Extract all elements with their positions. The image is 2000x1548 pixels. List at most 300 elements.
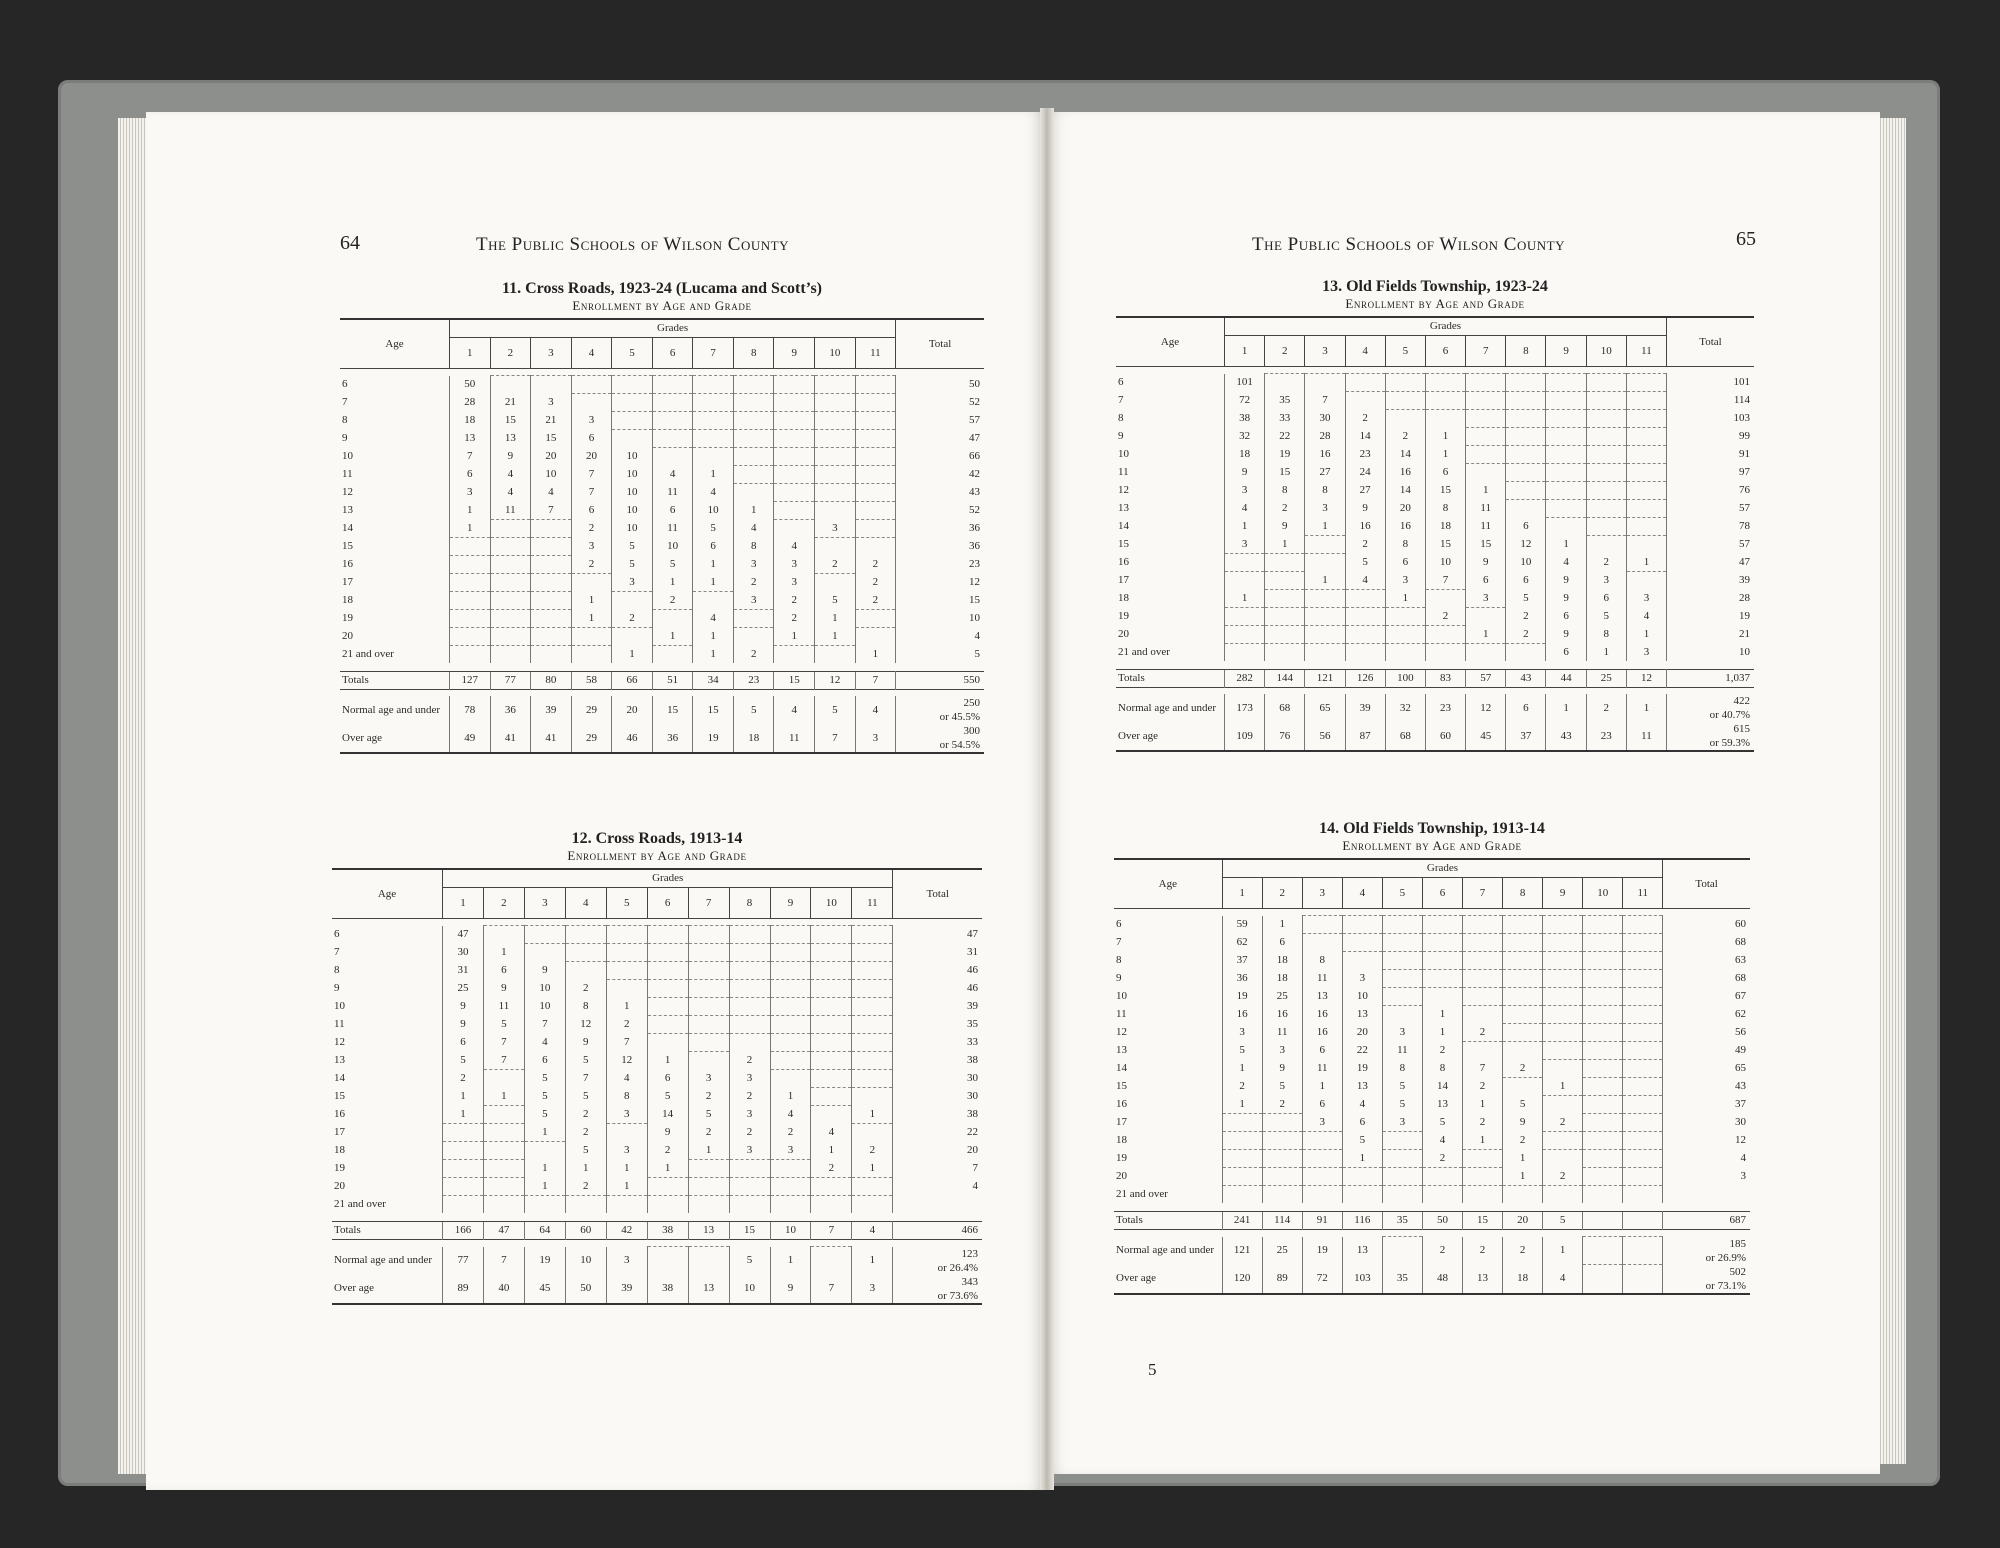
grade-count xyxy=(1623,916,1663,934)
age-label: 17 xyxy=(334,1126,345,1138)
over-count: 43 xyxy=(1546,722,1586,751)
grade-count xyxy=(855,538,896,556)
grade-count: 6 xyxy=(571,430,612,448)
grade-count: 1 xyxy=(606,1160,647,1178)
grade-count xyxy=(1224,608,1264,626)
age-label: 18 xyxy=(334,1144,345,1156)
row-total: 31 xyxy=(967,946,978,958)
grade-count: 6 xyxy=(1342,1114,1382,1132)
table-row xyxy=(1116,608,1754,626)
grade-count xyxy=(1583,934,1623,952)
row-total: 63 xyxy=(1735,954,1746,966)
grade-count xyxy=(774,646,815,664)
grade-count: 3 xyxy=(815,520,856,538)
grade-count: 9 xyxy=(1503,1114,1543,1132)
total-header: Total xyxy=(1667,317,1754,367)
grade-count xyxy=(688,1034,729,1052)
grade-number-header: 9 xyxy=(774,338,815,369)
age-label: 13 xyxy=(334,1054,345,1066)
over-label: Over age xyxy=(1114,1265,1222,1294)
grade-number-header: 3 xyxy=(524,888,565,919)
grade-count xyxy=(449,646,490,664)
grade-count xyxy=(1466,446,1506,464)
page-edges-left xyxy=(118,118,148,1474)
normal-count: 29 xyxy=(571,696,612,724)
grade-number-header: 7 xyxy=(1466,336,1506,367)
grade-count: 12 xyxy=(1506,536,1546,554)
table-row xyxy=(332,980,982,998)
totals-count: 15 xyxy=(774,672,815,690)
age-label: 11 xyxy=(1118,466,1129,478)
grade-count: 8 xyxy=(1305,482,1345,500)
age-label: 21 and over xyxy=(342,647,394,660)
grade-count: 47 xyxy=(443,926,484,944)
grade-count xyxy=(1345,392,1385,410)
row-total: 47 xyxy=(1739,556,1750,568)
grade-count xyxy=(1506,392,1546,410)
grade-count xyxy=(855,412,896,430)
grade-count xyxy=(1503,1186,1543,1204)
normal-count: 4 xyxy=(774,696,815,724)
row-total: 46 xyxy=(967,982,978,994)
age-label: 6 xyxy=(1116,918,1122,930)
table-subtitle: Enrollment by Age and Grade xyxy=(572,298,752,313)
grade-count xyxy=(1626,464,1666,482)
age-label: 13 xyxy=(342,504,353,516)
totals-count: 126 xyxy=(1345,670,1385,688)
grade-count: 1 xyxy=(524,1160,565,1178)
grade-count: 16 xyxy=(1305,446,1345,464)
grade-count: 1 xyxy=(693,466,734,484)
signature-mark: 5 xyxy=(1148,1360,1157,1379)
grade-count: 6 xyxy=(1506,572,1546,590)
age-label: 10 xyxy=(1116,990,1127,1002)
table-row xyxy=(1116,500,1754,518)
grade-count xyxy=(1302,1132,1342,1150)
grade-count: 10 xyxy=(612,520,653,538)
table-row xyxy=(340,466,984,484)
grade-count: 18 xyxy=(1224,446,1264,464)
grade-count: 1 xyxy=(1503,1150,1543,1168)
grade-count: 2 xyxy=(1543,1168,1583,1186)
grade-count: 3 xyxy=(571,412,612,430)
grade-count: 1 xyxy=(815,610,856,628)
grade-count xyxy=(1583,1132,1623,1150)
normal-count: 1 xyxy=(1626,694,1666,722)
normal-count: 6 xyxy=(1506,694,1546,722)
over-count: 36 xyxy=(652,724,693,753)
table-row xyxy=(1116,464,1754,482)
grade-count: 4 xyxy=(524,1034,565,1052)
grade-count: 6 xyxy=(1546,608,1586,626)
grade-count xyxy=(1305,626,1345,644)
row-total: 57 xyxy=(1739,502,1750,514)
grade-count: 2 xyxy=(1462,1078,1502,1096)
normal-total-value: 422 xyxy=(1733,695,1750,707)
grade-count xyxy=(1586,446,1626,464)
grade-count: 31 xyxy=(443,962,484,980)
grade-count xyxy=(1425,392,1465,410)
table-row xyxy=(1116,482,1754,500)
age-label: 17 xyxy=(1116,1116,1127,1128)
grade-number-header: 2 xyxy=(1262,878,1302,909)
age-label: 9 xyxy=(334,982,340,994)
grade-count xyxy=(774,430,815,448)
totals-count: 58 xyxy=(571,672,612,690)
grade-count xyxy=(1586,500,1626,518)
table-row xyxy=(332,1124,982,1142)
grade-count: 9 xyxy=(565,1034,606,1052)
grade-count: 9 xyxy=(1546,572,1586,590)
grade-count: 4 xyxy=(811,1124,852,1142)
grade-count: 8 xyxy=(565,998,606,1016)
totals-count: 35 xyxy=(1382,1212,1422,1230)
grade-count: 15 xyxy=(1466,536,1506,554)
grade-count: 2 xyxy=(855,574,896,592)
grade-count xyxy=(1586,464,1626,482)
row-total: 39 xyxy=(967,1000,978,1012)
over-count: 7 xyxy=(815,724,856,753)
page-edges-right xyxy=(1878,118,1906,1464)
grade-count: 3 xyxy=(571,538,612,556)
grade-count xyxy=(1626,500,1666,518)
age-label: 20 xyxy=(1118,628,1129,640)
grade-count: 28 xyxy=(1305,428,1345,446)
grade-count xyxy=(612,376,653,394)
normal-count: 65 xyxy=(1305,694,1345,722)
grade-count: 9 xyxy=(490,448,531,466)
grade-count xyxy=(1503,970,1543,988)
grade-count: 2 xyxy=(729,1088,770,1106)
grade-count: 1 xyxy=(770,1088,811,1106)
normal-label: Normal age and under xyxy=(1116,1244,1215,1256)
grade-count xyxy=(1305,590,1345,608)
grade-count: 4 xyxy=(693,610,734,628)
grade-count xyxy=(449,610,490,628)
grade-count xyxy=(1503,988,1543,1006)
grade-count: 2 xyxy=(1462,1024,1502,1042)
grade-count xyxy=(1623,952,1663,970)
grade-count: 5 xyxy=(1382,1078,1422,1096)
grade-count: 5 xyxy=(1506,590,1546,608)
normal-count: 13 xyxy=(1342,1237,1382,1265)
row-total: 23 xyxy=(969,558,980,570)
grade-count xyxy=(647,926,688,944)
grade-count xyxy=(1623,1042,1663,1060)
grade-count: 7 xyxy=(483,1034,524,1052)
table-row xyxy=(1116,572,1754,590)
grade-count: 12 xyxy=(606,1052,647,1070)
grade-number-header: 11 xyxy=(855,338,896,369)
grade-count: 11 xyxy=(1302,1060,1342,1078)
age-label: 15 xyxy=(342,540,353,552)
age-label: 18 xyxy=(1118,592,1129,604)
grade-number-header: 5 xyxy=(606,888,647,919)
grade-count: 11 xyxy=(1262,1024,1302,1042)
grade-count xyxy=(1623,1132,1663,1150)
table-row xyxy=(340,412,984,430)
grade-count xyxy=(729,1178,770,1196)
grade-count xyxy=(774,394,815,412)
grade-count: 5 xyxy=(612,556,653,574)
grade-count xyxy=(1626,428,1666,446)
grade-count: 2 xyxy=(1503,1060,1543,1078)
grade-count: 4 xyxy=(693,484,734,502)
grade-count xyxy=(1543,934,1583,952)
grade-count: 13 xyxy=(490,430,531,448)
grade-count: 3 xyxy=(688,1070,729,1088)
grade-count xyxy=(1543,1186,1583,1204)
grade-count xyxy=(1546,518,1586,536)
table-row xyxy=(332,1070,982,1088)
row-total: 19 xyxy=(1739,610,1750,622)
grade-count xyxy=(1626,518,1666,536)
row-total: 103 xyxy=(1733,412,1750,424)
grade-count: 1 xyxy=(524,1178,565,1196)
row-total: 30 xyxy=(1735,1116,1746,1128)
grade-count xyxy=(1265,374,1305,392)
over-count: 35 xyxy=(1382,1265,1422,1294)
grade-count xyxy=(1462,952,1502,970)
grade-count: 10 xyxy=(524,980,565,998)
grade-count: 5 xyxy=(565,1088,606,1106)
grade-count: 1 xyxy=(1626,626,1666,644)
grade-count xyxy=(1262,1132,1302,1150)
grade-count xyxy=(612,592,653,610)
over-percent: or 59.3% xyxy=(1709,737,1750,749)
over-count: 40 xyxy=(483,1275,524,1304)
grade-count xyxy=(770,1160,811,1178)
age-header: Age xyxy=(1114,859,1222,909)
grade-count: 9 xyxy=(1224,464,1264,482)
normal-count: 121 xyxy=(1222,1237,1262,1265)
normal-count: 23 xyxy=(1425,694,1465,722)
over-count xyxy=(1623,1265,1663,1294)
totals-count: 144 xyxy=(1265,670,1305,688)
grade-count xyxy=(1586,518,1626,536)
table-row xyxy=(332,1034,982,1052)
grade-count xyxy=(1583,952,1623,970)
grade-count: 1 xyxy=(1305,518,1345,536)
grade-count: 5 xyxy=(1503,1096,1543,1114)
grade-count xyxy=(1623,1096,1663,1114)
grade-count xyxy=(647,944,688,962)
grade-count: 4 xyxy=(1626,608,1666,626)
over-count: 18 xyxy=(733,724,774,753)
normal-total xyxy=(893,1247,982,1275)
grade-count: 1 xyxy=(652,628,693,646)
grade-count: 1 xyxy=(1262,916,1302,934)
grade-count: 6 xyxy=(1466,572,1506,590)
table-row xyxy=(1114,1078,1750,1096)
grade-count: 7 xyxy=(606,1034,647,1052)
grade-count: 10 xyxy=(612,448,653,466)
grade-count: 4 xyxy=(1342,1096,1382,1114)
grade-count xyxy=(1342,916,1382,934)
row-total: 37 xyxy=(1735,1098,1746,1110)
grade-count: 2 xyxy=(1503,1132,1543,1150)
grade-count xyxy=(1422,988,1462,1006)
grade-count: 1 xyxy=(571,592,612,610)
grade-count xyxy=(855,610,896,628)
grade-count xyxy=(774,448,815,466)
grade-count xyxy=(688,944,729,962)
grade-count: 10 xyxy=(1425,554,1465,572)
grade-count: 7 xyxy=(1462,1060,1502,1078)
grade-count xyxy=(1626,374,1666,392)
row-total: 10 xyxy=(1739,645,1750,658)
grade-number-header: 6 xyxy=(652,338,693,369)
totals-count: 282 xyxy=(1224,670,1264,688)
grade-count: 5 xyxy=(1382,1096,1422,1114)
totals-total xyxy=(1663,1212,1750,1230)
totals-total xyxy=(896,672,984,690)
grade-count xyxy=(483,1106,524,1124)
row-total: 4 xyxy=(1740,1152,1746,1164)
running-head: The Public Schools of Wilson County xyxy=(476,234,789,255)
totals-count: 23 xyxy=(733,672,774,690)
grade-count xyxy=(1382,1132,1422,1150)
grade-count: 7 xyxy=(531,502,572,520)
grade-count: 5 xyxy=(1422,1114,1462,1132)
age-label: 6 xyxy=(1118,376,1124,388)
grade-count xyxy=(1345,626,1385,644)
row-total: 35 xyxy=(967,1018,978,1030)
grade-count: 16 xyxy=(1222,1006,1262,1024)
grade-count xyxy=(1623,1186,1663,1204)
grade-count xyxy=(1422,916,1462,934)
over-total-value: 343 xyxy=(961,1275,978,1288)
grade-count xyxy=(815,376,856,394)
grade-count: 7 xyxy=(571,484,612,502)
grade-count xyxy=(1382,952,1422,970)
grade-count: 2 xyxy=(733,574,774,592)
grade-count xyxy=(729,1034,770,1052)
grade-number-header: 11 xyxy=(852,888,893,919)
normal-count xyxy=(1623,1237,1663,1265)
grade-count xyxy=(606,980,647,998)
age-label: 15 xyxy=(1118,538,1129,550)
over-total-value: 615 xyxy=(1733,723,1750,735)
grade-count: 9 xyxy=(647,1124,688,1142)
grade-count xyxy=(1425,590,1465,608)
normal-label: Normal age and under xyxy=(334,1254,433,1266)
grade-count xyxy=(1626,482,1666,500)
enrollment-table-11 xyxy=(340,280,984,754)
grade-count: 3 xyxy=(1385,572,1425,590)
grade-count xyxy=(1265,644,1305,662)
normal-percent: or 26.4% xyxy=(937,1261,978,1274)
table-row xyxy=(332,944,982,962)
grade-number-header: 8 xyxy=(1503,878,1543,909)
grade-count xyxy=(815,574,856,592)
grade-count: 2 xyxy=(729,1124,770,1142)
grades-header: Grades xyxy=(449,319,895,338)
grade-count xyxy=(1385,374,1425,392)
grade-count: 21 xyxy=(531,412,572,430)
grade-count xyxy=(733,430,774,448)
grade-count: 3 xyxy=(612,574,653,592)
grade-count: 7 xyxy=(1305,392,1345,410)
grade-count xyxy=(483,926,524,944)
grade-count: 15 xyxy=(1425,482,1465,500)
row-total: 65 xyxy=(1735,1062,1746,1074)
over-row xyxy=(340,724,984,753)
grade-count xyxy=(531,556,572,574)
grade-count xyxy=(606,1124,647,1142)
row-total: 22 xyxy=(967,1126,978,1138)
grade-count xyxy=(1466,464,1506,482)
table-row xyxy=(1114,1114,1750,1132)
grade-count xyxy=(483,1178,524,1196)
age-header: Age xyxy=(1116,317,1224,367)
row-total: 91 xyxy=(1739,448,1750,460)
age-label: 14 xyxy=(334,1072,345,1084)
table-row xyxy=(332,998,982,1016)
grade-count: 1 xyxy=(1425,428,1465,446)
grade-count xyxy=(729,998,770,1016)
grade-count: 3 xyxy=(1222,1024,1262,1042)
grade-count xyxy=(852,944,893,962)
age-label: 21 and over xyxy=(1116,1187,1168,1200)
over-count: 11 xyxy=(1626,722,1666,751)
age-label: 9 xyxy=(1118,430,1124,442)
row-total: 57 xyxy=(969,414,980,426)
grade-count xyxy=(1546,500,1586,518)
grade-count: 3 xyxy=(1382,1024,1422,1042)
grade-count: 6 xyxy=(647,1070,688,1088)
grade-count: 14 xyxy=(1345,428,1385,446)
grade-count xyxy=(1265,608,1305,626)
grade-count xyxy=(1503,1078,1543,1096)
over-count: 10 xyxy=(729,1275,770,1304)
grade-count: 18 xyxy=(1425,518,1465,536)
grade-count: 6 xyxy=(1385,554,1425,572)
totals-count: 42 xyxy=(606,1222,647,1240)
grade-number-header: 1 xyxy=(443,888,484,919)
grade-count xyxy=(1222,1132,1262,1150)
normal-count: 15 xyxy=(693,696,734,724)
totals-label: Totals xyxy=(1114,1212,1222,1230)
grade-count xyxy=(1623,934,1663,952)
grade-number-header: 2 xyxy=(483,888,524,919)
grade-count: 4 xyxy=(1345,572,1385,590)
row-total xyxy=(1663,1186,1750,1204)
table-row xyxy=(340,628,984,646)
grade-count xyxy=(852,1196,893,1214)
over-count: 87 xyxy=(1345,722,1385,751)
grade-count: 5 xyxy=(612,538,653,556)
grade-count xyxy=(855,502,896,520)
grade-count xyxy=(729,1160,770,1178)
over-count: 49 xyxy=(449,724,490,753)
table-row xyxy=(1116,536,1754,554)
normal-count: 19 xyxy=(524,1247,565,1275)
grade-count: 27 xyxy=(1305,464,1345,482)
grade-count xyxy=(1422,1168,1462,1186)
grade-count xyxy=(852,1034,893,1052)
normal-count: 4 xyxy=(855,696,896,724)
over-label: Over age xyxy=(1116,722,1224,751)
grade-count: 7 xyxy=(1425,572,1465,590)
grade-count xyxy=(1302,934,1342,952)
grade-number-header: 10 xyxy=(1586,336,1626,367)
grade-count: 16 xyxy=(1302,1006,1342,1024)
grade-count xyxy=(1302,1168,1342,1186)
grade-count xyxy=(1583,1150,1623,1168)
grade-number-header: 1 xyxy=(1224,336,1264,367)
grade-count xyxy=(531,520,572,538)
